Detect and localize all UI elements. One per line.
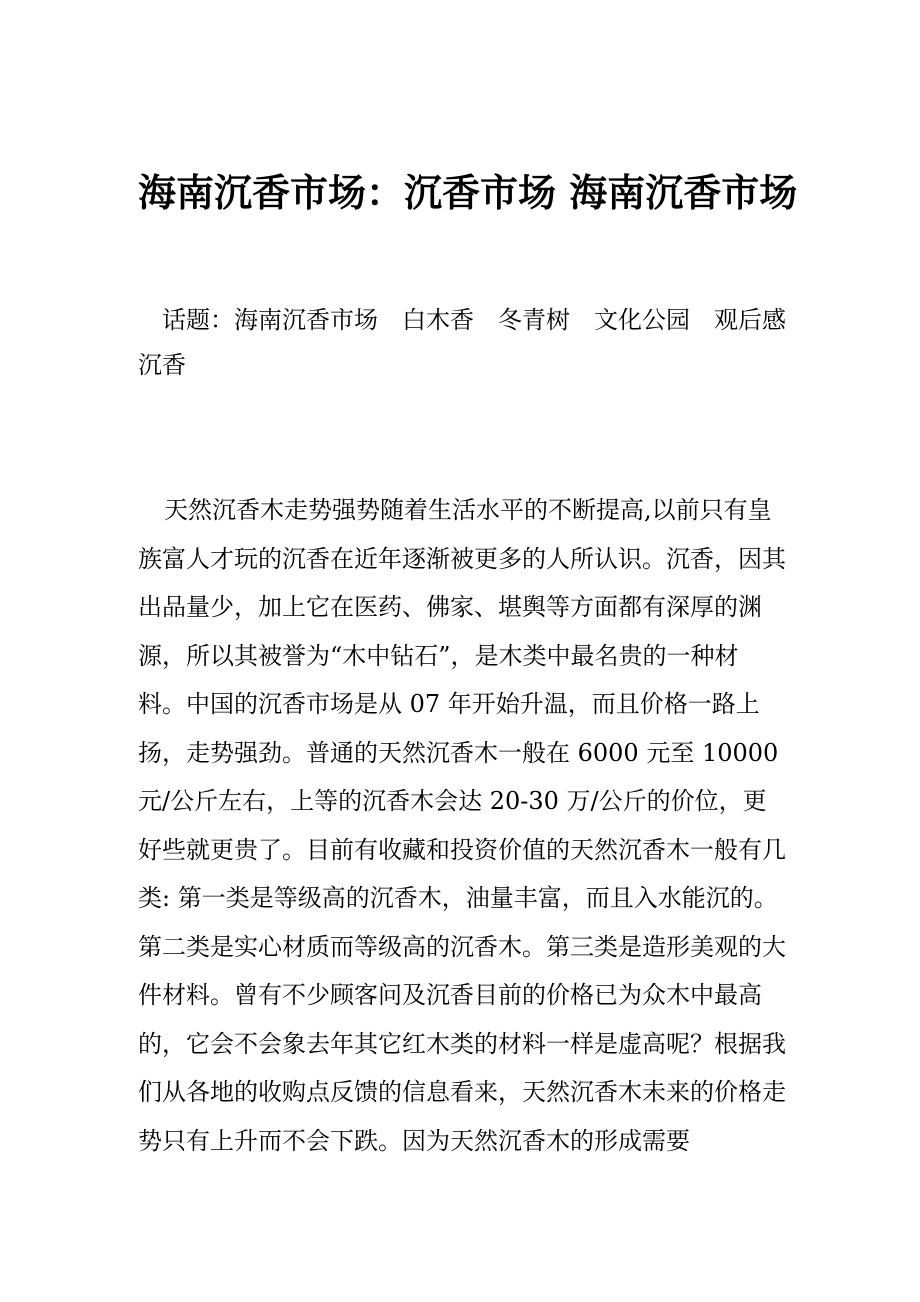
topics-line: 话题：海南沉香市场 白木香 冬青树 文化公园 观后感 沉香 bbox=[138, 306, 810, 379]
body-paragraph: 天然沉香木走势强势随着生活水平的不断提高,以前只有皇族富人才玩的沉香在近年逐渐被更多的人所认识。沉香，因其出品量少，加上它在医药、佛家、堪舆等方面都有深厚的渊源，所以其被誉为“木中钻石”，是木类中最名贵的一种材料。中国的沉香市场是从 07 年开始升温，而且价格一路上扬，走势强劲。普通的天然沉香木一般在 6000 元至 10000 元/公斤左右，上等的沉香木会达 20-30 万/公斤的价位，更好些就更贵了。目前有收藏和投资价值的天然沉香木一般有几类: 第一类是等级高的沉香木，油量丰富，而且入水能沉的。第二类是实心材质而等级高的沉香木。第三类是造形美观的大件材料。曾有不少顾客问及沉香目前的价格已为众木中最高的，它会不会象去年其它红木类的材料一样是虚高呢？根据我们从各地的收购点反馈的信息看来，天然沉香木未来的价格走势只有上升而不会下跌。因为天然沉香木的形成需要 bbox=[138, 496, 786, 1155]
document-title: 海南沉香市场：沉香市场 海南沉香市场 bbox=[138, 170, 798, 215]
